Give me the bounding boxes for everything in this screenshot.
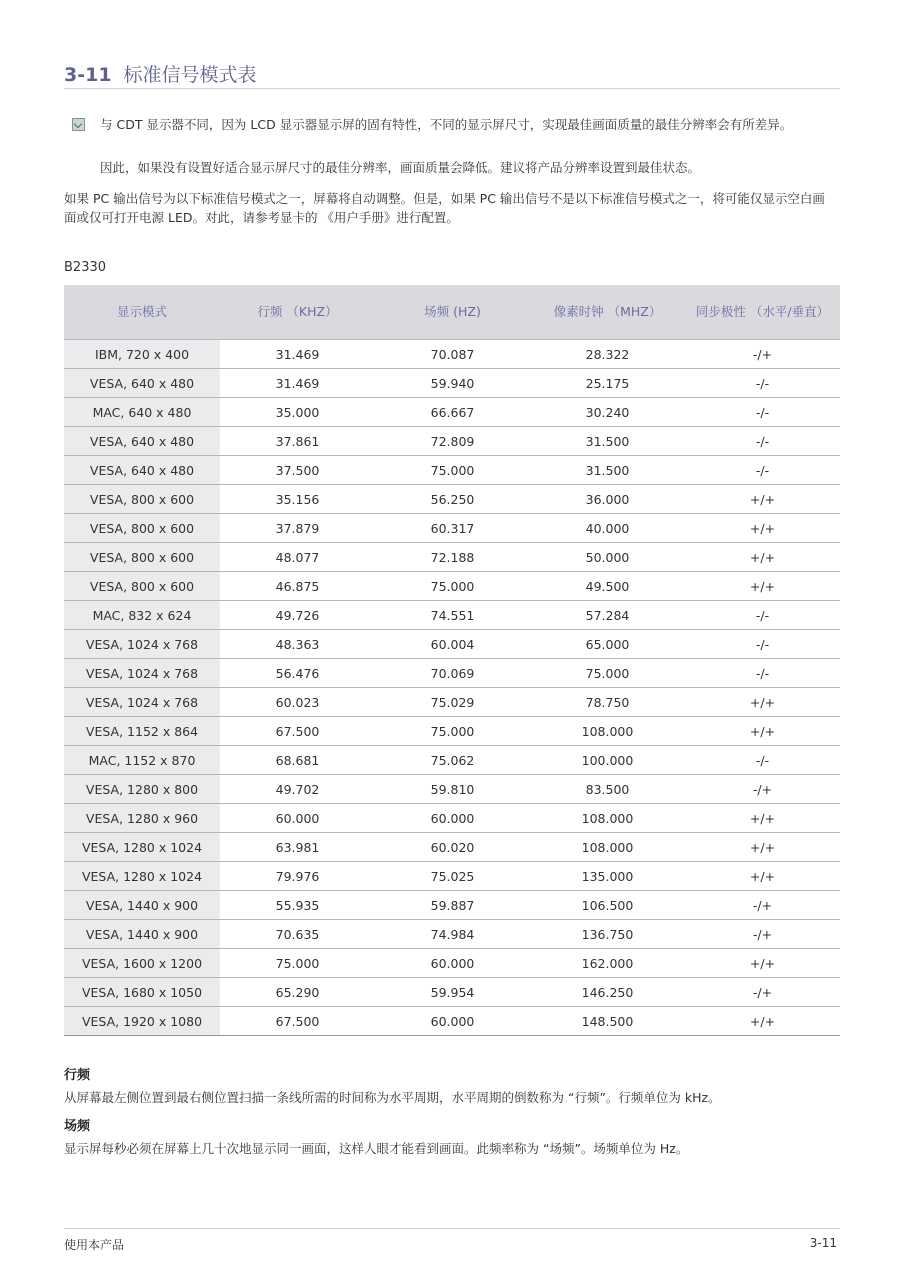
cell-sync-polarity: -/- — [685, 456, 840, 485]
table-row — [64, 369, 840, 398]
cell-sync-polarity: -/+ — [685, 978, 840, 1007]
cell-horizontal-frequency: 37.500 — [220, 456, 375, 485]
header-sync-polarity: 同步极性 （水平/垂直） — [685, 285, 840, 340]
cell-sync-polarity: -/- — [685, 398, 840, 427]
cell-vertical-frequency: 75.029 — [375, 688, 530, 717]
cell-horizontal-frequency: 37.879 — [220, 514, 375, 543]
cell-vertical-frequency: 59.887 — [375, 891, 530, 920]
cell-pixel-clock: 50.000 — [530, 543, 685, 572]
cell-vertical-frequency: 56.250 — [375, 485, 530, 514]
table-row — [64, 775, 840, 804]
cell-sync-polarity: +/+ — [685, 949, 840, 978]
cell-display-mode: VESA, 1440 x 900 — [64, 891, 220, 920]
cell-display-mode: VESA, 1024 x 768 — [64, 688, 220, 717]
cell-horizontal-frequency: 55.935 — [220, 891, 375, 920]
cell-sync-polarity: +/+ — [685, 862, 840, 891]
cell-vertical-frequency: 75.062 — [375, 746, 530, 775]
cell-horizontal-frequency: 65.290 — [220, 978, 375, 1007]
section-number: 3-11 — [64, 64, 112, 86]
cell-display-mode: VESA, 1280 x 960 — [64, 804, 220, 833]
table-row — [64, 514, 840, 543]
table-row — [64, 398, 840, 427]
cell-sync-polarity: +/+ — [685, 514, 840, 543]
signal-mode-table — [64, 285, 840, 1036]
cell-vertical-frequency: 60.000 — [375, 804, 530, 833]
cell-pixel-clock: 30.240 — [530, 398, 685, 427]
table-row — [64, 804, 840, 833]
cell-sync-polarity: -/- — [685, 746, 840, 775]
cell-horizontal-frequency: 37.861 — [220, 427, 375, 456]
cell-display-mode: VESA, 1600 x 1200 — [64, 949, 220, 978]
table-row — [64, 978, 840, 1007]
cell-pixel-clock: 106.500 — [530, 891, 685, 920]
cell-vertical-frequency: 72.188 — [375, 543, 530, 572]
cell-vertical-frequency: 60.317 — [375, 514, 530, 543]
cell-display-mode: VESA, 1024 x 768 — [64, 659, 220, 688]
cell-sync-polarity: -/- — [685, 427, 840, 456]
table-row — [64, 601, 840, 630]
note-line-1: 与 CDT 显示器不同，因为 LCD 显示器显示屏的固有特性，不同的显示屏尺寸，实现最佳画面质量的最佳分辨率会有所差异。 — [100, 117, 793, 132]
table-header-row — [64, 285, 840, 340]
cell-sync-polarity: +/+ — [685, 572, 840, 601]
cell-vertical-frequency: 66.667 — [375, 398, 530, 427]
section-title-text: 标准信号模式表 — [123, 64, 257, 86]
cell-pixel-clock: 57.284 — [530, 601, 685, 630]
table-row — [64, 543, 840, 572]
cell-display-mode: VESA, 800 x 600 — [64, 514, 220, 543]
cell-horizontal-frequency: 63.981 — [220, 833, 375, 862]
cell-vertical-frequency: 75.000 — [375, 572, 530, 601]
table-row — [64, 340, 840, 369]
cell-pixel-clock: 135.000 — [530, 862, 685, 891]
note-icon — [72, 118, 85, 131]
model-label: B2330 — [64, 260, 107, 275]
cell-sync-polarity: -/- — [685, 630, 840, 659]
table-row — [64, 891, 840, 920]
cell-pixel-clock: 28.322 — [530, 340, 685, 369]
cell-pixel-clock: 49.500 — [530, 572, 685, 601]
cell-sync-polarity: -/+ — [685, 775, 840, 804]
cell-horizontal-frequency: 49.726 — [220, 601, 375, 630]
cell-display-mode: VESA, 800 x 600 — [64, 485, 220, 514]
section-title — [64, 60, 840, 89]
table-row — [64, 949, 840, 978]
page-number: 3-11 — [809, 1236, 837, 1250]
cell-display-mode: VESA, 1152 x 864 — [64, 717, 220, 746]
cell-vertical-frequency: 59.810 — [375, 775, 530, 804]
table-row — [64, 862, 840, 891]
table-row — [64, 659, 840, 688]
footer-chapter: 使用本产品 — [64, 1238, 125, 1252]
cell-display-mode: VESA, 1280 x 1024 — [64, 862, 220, 891]
cell-sync-polarity: -/- — [685, 369, 840, 398]
cell-pixel-clock: 36.000 — [530, 485, 685, 514]
definition-term: 场频 — [64, 1119, 91, 1134]
cell-vertical-frequency: 75.000 — [375, 456, 530, 485]
definition-text: 从屏幕最左侧位置到最右侧位置扫描一条线所需的时间称为水平周期，水平周期的倒数称为 “行频”。行频单位为 kHz。 — [64, 1090, 721, 1105]
table-row — [64, 717, 840, 746]
header-horizontal-frequency: 行频 （KHZ） — [220, 285, 375, 340]
cell-pixel-clock: 65.000 — [530, 630, 685, 659]
cell-pixel-clock: 25.175 — [530, 369, 685, 398]
cell-vertical-frequency: 60.020 — [375, 833, 530, 862]
cell-pixel-clock: 108.000 — [530, 804, 685, 833]
table-row — [64, 746, 840, 775]
cell-vertical-frequency: 74.551 — [375, 601, 530, 630]
footer-divider — [64, 1228, 840, 1229]
cell-horizontal-frequency: 70.635 — [220, 920, 375, 949]
cell-horizontal-frequency: 67.500 — [220, 1007, 375, 1036]
definition-text: 显示屏每秒必须在屏幕上几十次地显示同一画面，这样人眼才能看到画面。此频率称为 “场频”。场频单位为 Hz。 — [64, 1141, 689, 1156]
cell-display-mode: VESA, 640 x 480 — [64, 369, 220, 398]
cell-sync-polarity: +/+ — [685, 833, 840, 862]
cell-pixel-clock: 78.750 — [530, 688, 685, 717]
cell-pixel-clock: 75.000 — [530, 659, 685, 688]
intro-paragraph: 如果 PC 输出信号为以下标准信号模式之一，屏幕将自动调整。但是，如果 PC 输出信号不是以下标准信号模式之一，将可能仅显示空白画面或仅可打开电源 LED。对此，请参考显卡的 《用户手册》进行配置。 — [64, 191, 825, 225]
header-display-mode: 显示模式 — [64, 285, 220, 340]
cell-horizontal-frequency: 79.976 — [220, 862, 375, 891]
cell-horizontal-frequency: 60.023 — [220, 688, 375, 717]
cell-pixel-clock: 31.500 — [530, 427, 685, 456]
cell-vertical-frequency: 70.069 — [375, 659, 530, 688]
cell-horizontal-frequency: 56.476 — [220, 659, 375, 688]
cell-horizontal-frequency: 68.681 — [220, 746, 375, 775]
cell-display-mode: MAC, 1152 x 870 — [64, 746, 220, 775]
cell-horizontal-frequency: 46.875 — [220, 572, 375, 601]
cell-sync-polarity: -/- — [685, 659, 840, 688]
cell-display-mode: VESA, 1920 x 1080 — [64, 1007, 220, 1036]
cell-pixel-clock: 108.000 — [530, 833, 685, 862]
table-row — [64, 920, 840, 949]
cell-sync-polarity: +/+ — [685, 688, 840, 717]
cell-display-mode: VESA, 1024 x 768 — [64, 630, 220, 659]
cell-vertical-frequency: 60.000 — [375, 949, 530, 978]
cell-sync-polarity: +/+ — [685, 717, 840, 746]
table-row — [64, 485, 840, 514]
cell-display-mode: VESA, 1280 x 800 — [64, 775, 220, 804]
table-row — [64, 688, 840, 717]
table-body — [64, 340, 840, 1036]
cell-sync-polarity: -/+ — [685, 891, 840, 920]
cell-horizontal-frequency: 31.469 — [220, 340, 375, 369]
cell-horizontal-frequency: 60.000 — [220, 804, 375, 833]
cell-vertical-frequency: 59.954 — [375, 978, 530, 1007]
table-row — [64, 630, 840, 659]
cell-pixel-clock: 108.000 — [530, 717, 685, 746]
table-row — [64, 1007, 840, 1036]
cell-pixel-clock: 40.000 — [530, 514, 685, 543]
cell-sync-polarity: +/+ — [685, 804, 840, 833]
cell-display-mode: MAC, 640 x 480 — [64, 398, 220, 427]
table-row — [64, 833, 840, 862]
cell-vertical-frequency: 75.025 — [375, 862, 530, 891]
cell-horizontal-frequency: 49.702 — [220, 775, 375, 804]
cell-display-mode: VESA, 800 x 600 — [64, 543, 220, 572]
cell-display-mode: MAC, 832 x 624 — [64, 601, 220, 630]
cell-vertical-frequency: 74.984 — [375, 920, 530, 949]
header-vertical-frequency: 场频 (HZ) — [375, 285, 530, 340]
cell-pixel-clock: 162.000 — [530, 949, 685, 978]
cell-horizontal-frequency: 75.000 — [220, 949, 375, 978]
cell-sync-polarity: -/+ — [685, 920, 840, 949]
header-pixel-clock: 像素时钟 （MHZ） — [530, 285, 685, 340]
cell-horizontal-frequency: 31.469 — [220, 369, 375, 398]
cell-pixel-clock: 31.500 — [530, 456, 685, 485]
cell-display-mode: VESA, 1280 x 1024 — [64, 833, 220, 862]
cell-horizontal-frequency: 35.156 — [220, 485, 375, 514]
cell-pixel-clock: 100.000 — [530, 746, 685, 775]
cell-display-mode: IBM, 720 x 400 — [64, 340, 220, 369]
cell-display-mode: VESA, 800 x 600 — [64, 572, 220, 601]
cell-horizontal-frequency: 35.000 — [220, 398, 375, 427]
note-line-2: 因此，如果没有设置好适合显示屏尺寸的最佳分辨率，画面质量会降低。建议将产品分辨率设置到最佳状态。 — [100, 160, 701, 175]
table-row — [64, 572, 840, 601]
cell-pixel-clock: 83.500 — [530, 775, 685, 804]
cell-horizontal-frequency: 67.500 — [220, 717, 375, 746]
cell-sync-polarity: +/+ — [685, 485, 840, 514]
cell-display-mode: VESA, 1440 x 900 — [64, 920, 220, 949]
cell-pixel-clock: 146.250 — [530, 978, 685, 1007]
cell-sync-polarity: -/+ — [685, 340, 840, 369]
cell-pixel-clock: 136.750 — [530, 920, 685, 949]
cell-horizontal-frequency: 48.363 — [220, 630, 375, 659]
cell-sync-polarity: +/+ — [685, 1007, 840, 1036]
cell-vertical-frequency: 75.000 — [375, 717, 530, 746]
cell-display-mode: VESA, 640 x 480 — [64, 427, 220, 456]
cell-pixel-clock: 148.500 — [530, 1007, 685, 1036]
cell-vertical-frequency: 59.940 — [375, 369, 530, 398]
cell-horizontal-frequency: 48.077 — [220, 543, 375, 572]
cell-vertical-frequency: 70.087 — [375, 340, 530, 369]
cell-sync-polarity: -/- — [685, 601, 840, 630]
cell-sync-polarity: +/+ — [685, 543, 840, 572]
cell-display-mode: VESA, 1680 x 1050 — [64, 978, 220, 1007]
definition-term: 行频 — [64, 1068, 91, 1083]
cell-vertical-frequency: 60.004 — [375, 630, 530, 659]
table-row — [64, 427, 840, 456]
cell-display-mode: VESA, 640 x 480 — [64, 456, 220, 485]
cell-vertical-frequency: 60.000 — [375, 1007, 530, 1036]
cell-vertical-frequency: 72.809 — [375, 427, 530, 456]
table-row — [64, 456, 840, 485]
